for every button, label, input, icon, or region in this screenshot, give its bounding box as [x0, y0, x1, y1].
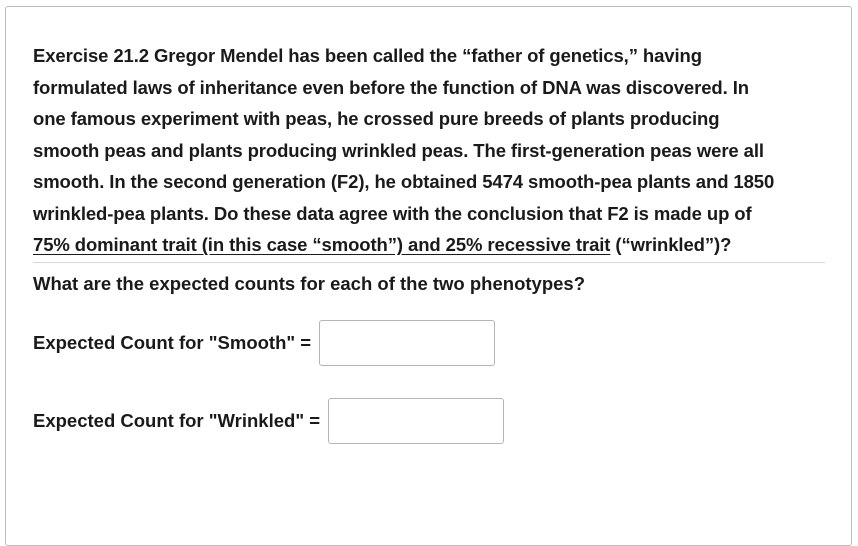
question-line-5: smooth. In the second generation (F2), he obtained 5474 smooth-pea plants and 1850: [33, 171, 775, 192]
question-text: [33, 40, 833, 261]
question-line-2: formulated laws of inheritance even before the function of DNA was discovered. In: [33, 76, 749, 98]
underlined-hypothesis: 75% dominant trait (in this case “smooth”) and 25% recessive trait: [33, 234, 611, 255]
smooth-answer-row: [33, 320, 495, 366]
question-content: [33, 40, 833, 431]
question-line-1: Exercise 21.2 Gregor Mendel has been called the “father of genetics,” having: [33, 45, 702, 66]
question-line-6: wrinkled-pea plants. Do these data agree with the conclusion that F2 is made up of: [33, 202, 752, 224]
question-line-3: one famous experiment with peas, he crossed pure breeds of plants producing: [33, 108, 720, 129]
smooth-count-input[interactable]: [319, 320, 495, 366]
wrinkled-count-label: Expected Count for "Wrinkled" =: [33, 410, 321, 431]
section-divider: [33, 262, 825, 263]
wrinkled-answer-row: [33, 398, 504, 444]
sub-question-prompt: What are the expected counts for each of the two phenotypes?: [33, 273, 585, 294]
wrinkled-count-input[interactable]: [328, 398, 504, 444]
question-line-4: smooth peas and plants producing wrinkled peas. The first-generation peas were all: [33, 139, 764, 161]
smooth-count-label: Expected Count for "Smooth" =: [33, 332, 312, 353]
question-line-7-tail: (“wrinkled”)?: [610, 234, 732, 255]
